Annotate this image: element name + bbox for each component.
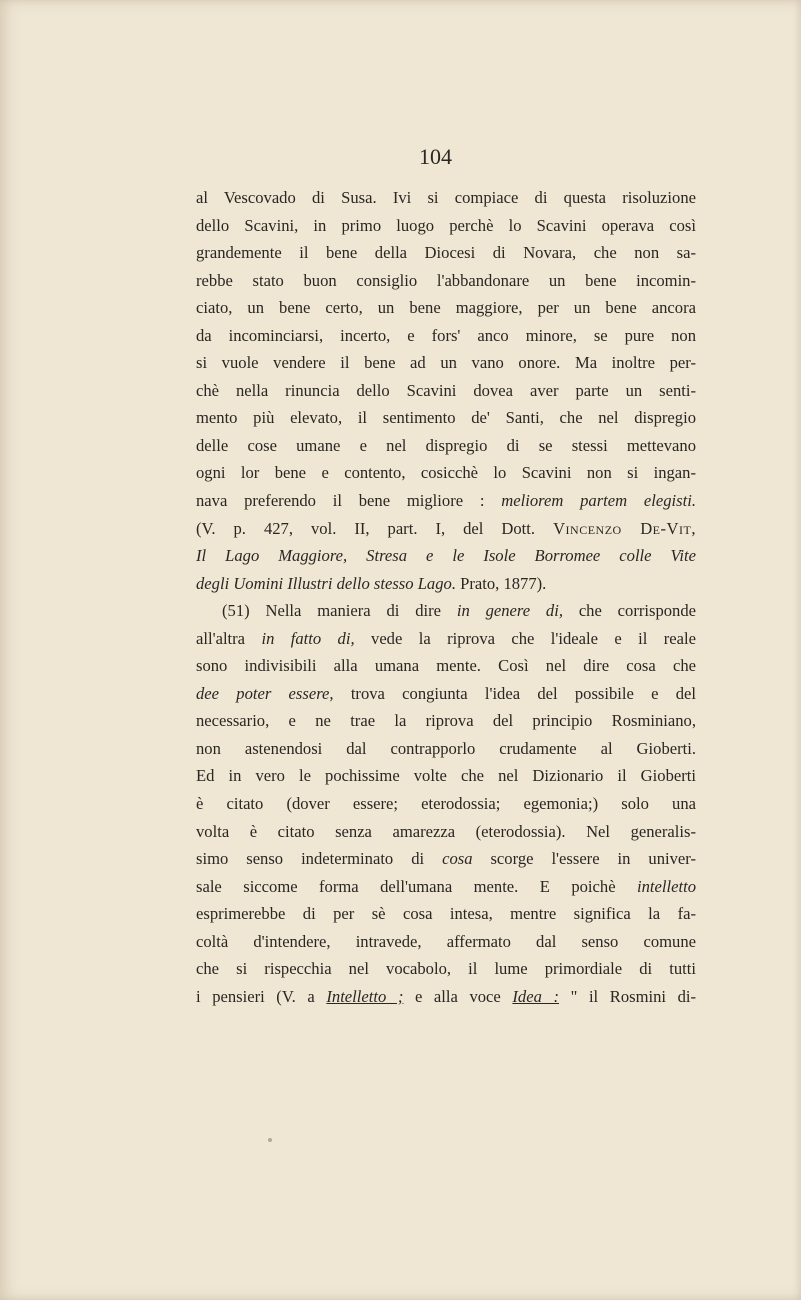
text-line: è citato (dover essere; eterodossia; egemonia;) solo una xyxy=(196,794,696,814)
text-line xyxy=(196,873,696,901)
text-span: trova congiunta l'idea del possibile e del xyxy=(350,683,696,703)
text-line: dello Scavini, in primo luogo perchè lo Scavini operava così xyxy=(196,215,696,235)
italic-phrase: dee poter essere, xyxy=(196,683,334,703)
text-span: sale siccome forma dell'umana mente. E poichè xyxy=(196,876,616,896)
text-line: al Vescovado di Susa. Ivi si compiace di questa risoluzione xyxy=(196,188,696,207)
text-line: da incominciarsi, incerto, e fors' anco minore, se pure non xyxy=(196,325,696,345)
text-line: esprimerebbe di per sè cosa intesa, mentre significa la fa- xyxy=(196,904,696,924)
text-span: (51) Nella maniera di dire xyxy=(222,601,442,621)
text-span: i pensieri (V. a xyxy=(196,986,315,1006)
author-name: Vincenzo De-Vit, xyxy=(553,518,696,538)
text-line: Ed in vero le pochissime volte che nel Dizionario il Gioberti xyxy=(196,766,696,786)
text-span: vede la riprova che l'ideale e il reale xyxy=(371,628,696,648)
text-line: non astenendosi dal contrapporlo crudamente al Gioberti. xyxy=(196,738,696,758)
text-line: chè nella rinuncia dello Scavini dovea aver parte un senti- xyxy=(196,380,696,400)
text-line: ogni lor bene e contento, cosicchè lo Scavini non si ingan- xyxy=(196,463,696,483)
book-title: Il Lago Maggiore, Stresa e le Isole Borromee colle Vite xyxy=(196,546,696,566)
italic-phrase: Intelletto ; xyxy=(326,986,404,1006)
text-line: delle cose umane e nel dispregio di se stessi mettevano xyxy=(196,435,696,455)
text-line xyxy=(196,570,696,598)
text-span: (V. p. 427, vol. II, part. I, del Dott. xyxy=(196,518,536,538)
text-line xyxy=(196,845,696,873)
text-line: rebbe stato buon consiglio l'abbandonare un bene incomin- xyxy=(196,270,696,290)
text-line: si vuole vendere il bene ad un vano onore. Ma inoltre per- xyxy=(196,353,696,373)
text-line xyxy=(196,515,696,543)
book-title-cont: degli Uomini Illustri dello stesso Lago. xyxy=(196,573,456,593)
italic-phrase: in fatto di, xyxy=(261,628,355,648)
text-span: e alla voce xyxy=(414,986,501,1006)
text-span: scorge l'essere in univer- xyxy=(490,849,696,869)
text-span: che corrisponde xyxy=(578,601,696,621)
italic-phrase: in genere di, xyxy=(456,601,563,621)
text-line xyxy=(196,983,696,1011)
text-span: simo senso indeterminato di xyxy=(196,849,425,869)
text-line: grandemente il bene della Diocesi di Novara, che non sa- xyxy=(196,243,696,263)
latin-quote: meliorem partem elegisti. xyxy=(501,491,696,511)
text-line xyxy=(196,625,696,653)
text-line xyxy=(196,680,696,708)
text-span: all'altra xyxy=(196,628,246,648)
italic-phrase: intelletto xyxy=(637,876,696,896)
text-line: sono indivisibili alla umana mente. Così nel dire cosa che xyxy=(196,656,696,676)
text-span: nava preferendo il bene migliore : xyxy=(196,491,485,511)
text-line: ciato, un bene certo, un bene maggiore, per un bene ancora xyxy=(196,298,696,318)
text-line: mento più elevato, il sentimento de' Santi, che nel dispregio xyxy=(196,408,696,428)
paper-speck xyxy=(268,1138,272,1142)
text-span: Prato, 1877). xyxy=(460,573,547,593)
text-line: che si rispecchia nel vocabolo, il lume primordiale di tutti xyxy=(196,959,696,979)
body-text xyxy=(196,184,696,1010)
page-number: 104 xyxy=(419,144,452,169)
italic-phrase: Idea : xyxy=(512,986,559,1006)
text-line: coltà d'intendere, intravede, affermato dal senso comune xyxy=(196,931,696,951)
footnote-51-start xyxy=(196,597,696,625)
text-span: " il Rosmini di- xyxy=(570,986,697,1006)
text-line xyxy=(196,542,696,570)
text-line: volta è citato senza amarezza (eterodossia). Nel generalis- xyxy=(196,821,696,841)
italic-phrase: cosa xyxy=(442,849,473,869)
text-line xyxy=(196,487,696,515)
text-line: necessario, e ne trae la riprova del principio Rosminiano, xyxy=(196,711,696,731)
